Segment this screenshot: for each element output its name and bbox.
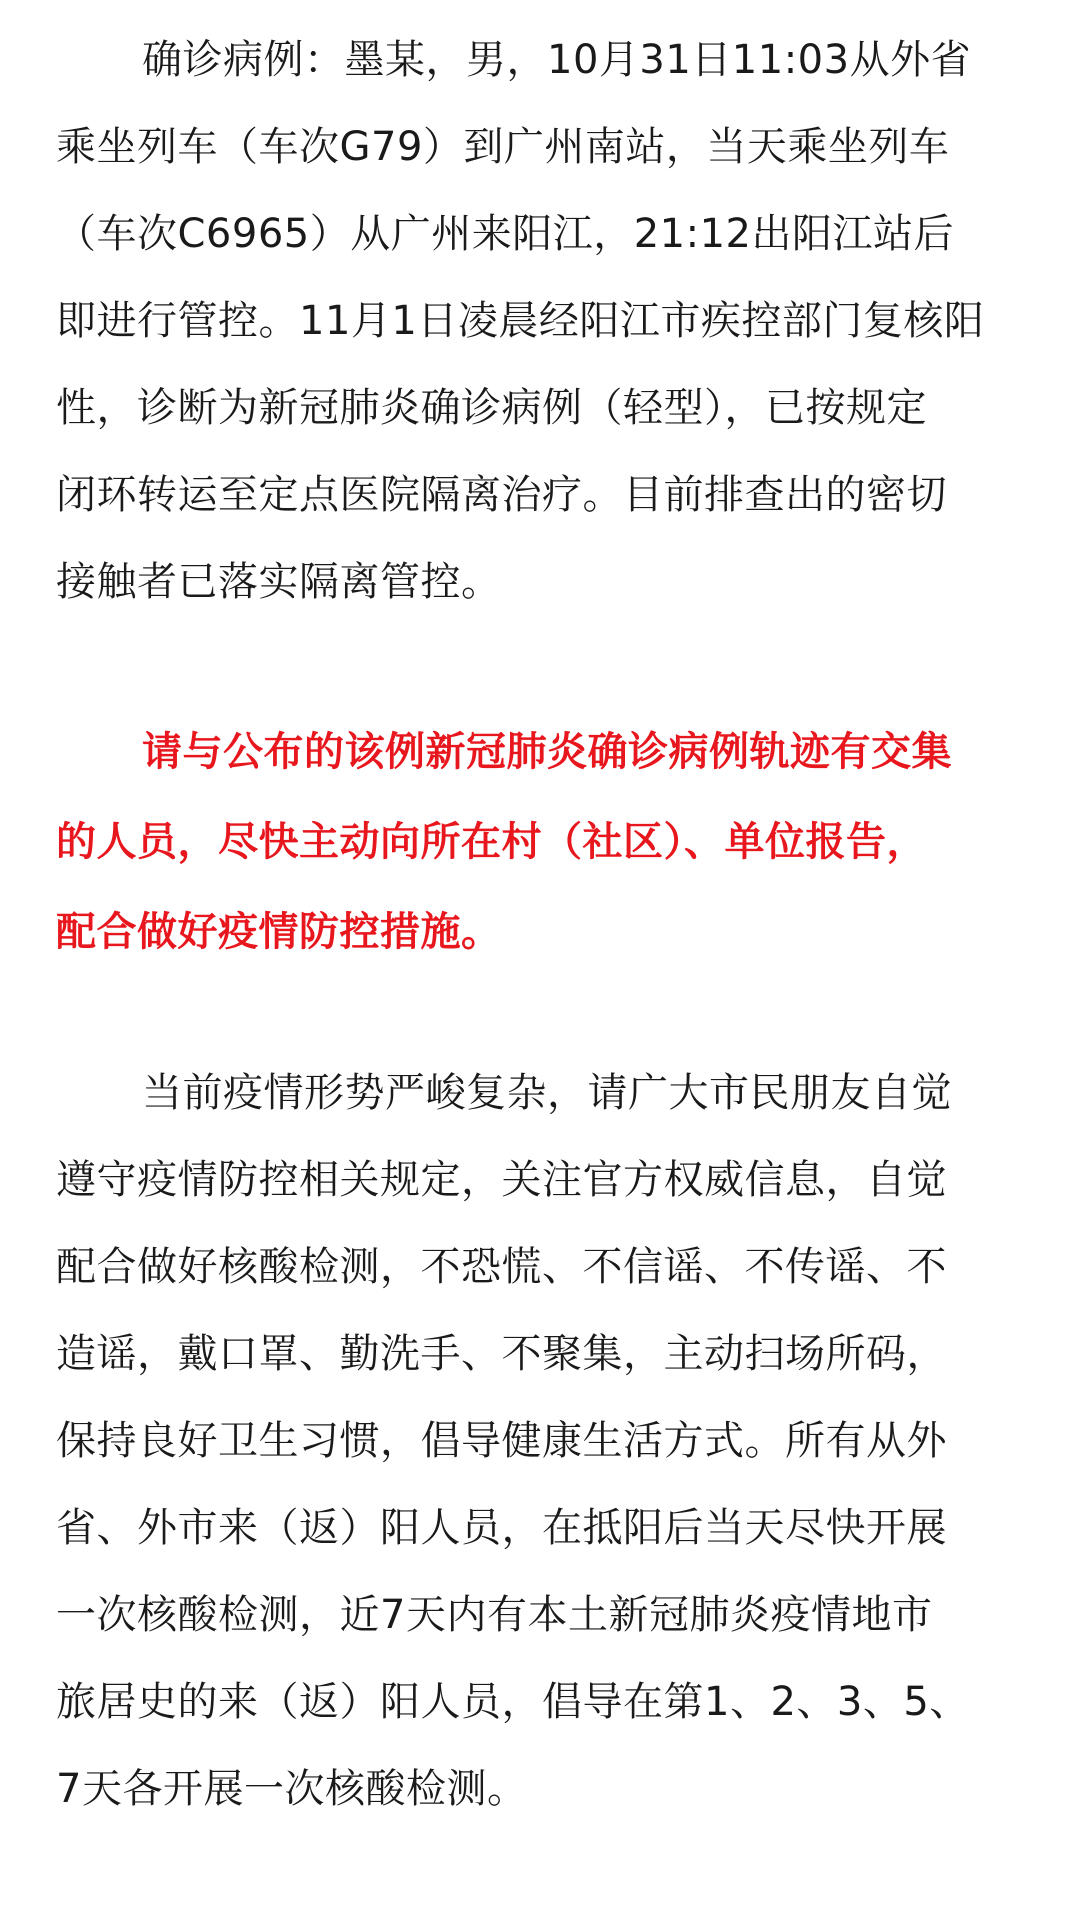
text-line: 旅居史的来（返）阳人员，倡导在第1、2、3、5、	[56, 1679, 970, 1725]
alert-line: 请与公布的该例新冠肺炎确诊病例轨迹有交集	[142, 729, 952, 775]
text-line: 7天各开展一次核酸检测。	[56, 1766, 528, 1812]
text-line: 即进行管控。11月1日凌晨经阳江市疾控部门复核阳	[56, 298, 985, 344]
text-line: （车次C6965）从广州来阳江，21:12出阳江站后	[56, 211, 954, 257]
advice-paragraph	[56, 1050, 1020, 1833]
text-line: 遵守疫情防控相关规定，关注官方权威信息，自觉	[56, 1157, 947, 1203]
text-line: 造谣，戴口罩、勤洗手、不聚集，主动扫场所码，	[56, 1331, 947, 1377]
text-line: 当前疫情形势严峻复杂，请广大市民朋友自觉	[142, 1070, 952, 1116]
text-line: 一次核酸检测，近7天内有本土新冠肺炎疫情地市	[56, 1592, 933, 1638]
text-line: 闭环转运至定点医院隔离治疗。目前排查出的密切	[56, 472, 947, 518]
text-line: 配合做好核酸检测，不恐慌、不信谣、不传谣、不	[56, 1244, 947, 1290]
case-report-paragraph	[56, 17, 1020, 626]
text-line: 接触者已落实隔离管控。	[56, 559, 502, 605]
text-line: 确诊病例：墨某，男，10月31日11:03从外省	[142, 37, 972, 83]
text-line: 省、外市来（返）阳人员，在抵阳后当天尽快开展	[56, 1505, 947, 1551]
text-line: 性，诊断为新冠肺炎确诊病例（轻型），已按规定	[56, 385, 927, 431]
alert-line: 的人员，尽快主动向所在村（社区）、单位报告，	[56, 819, 927, 865]
text-line: 保持良好卫生习惯，倡导健康生活方式。所有从外	[56, 1418, 947, 1464]
text-line: 乘坐列车（车次G79）到广州南站，当天乘坐列车	[56, 124, 950, 170]
alert-paragraph	[56, 707, 1020, 977]
alert-line: 配合做好疫情防控措施。	[56, 909, 502, 955]
